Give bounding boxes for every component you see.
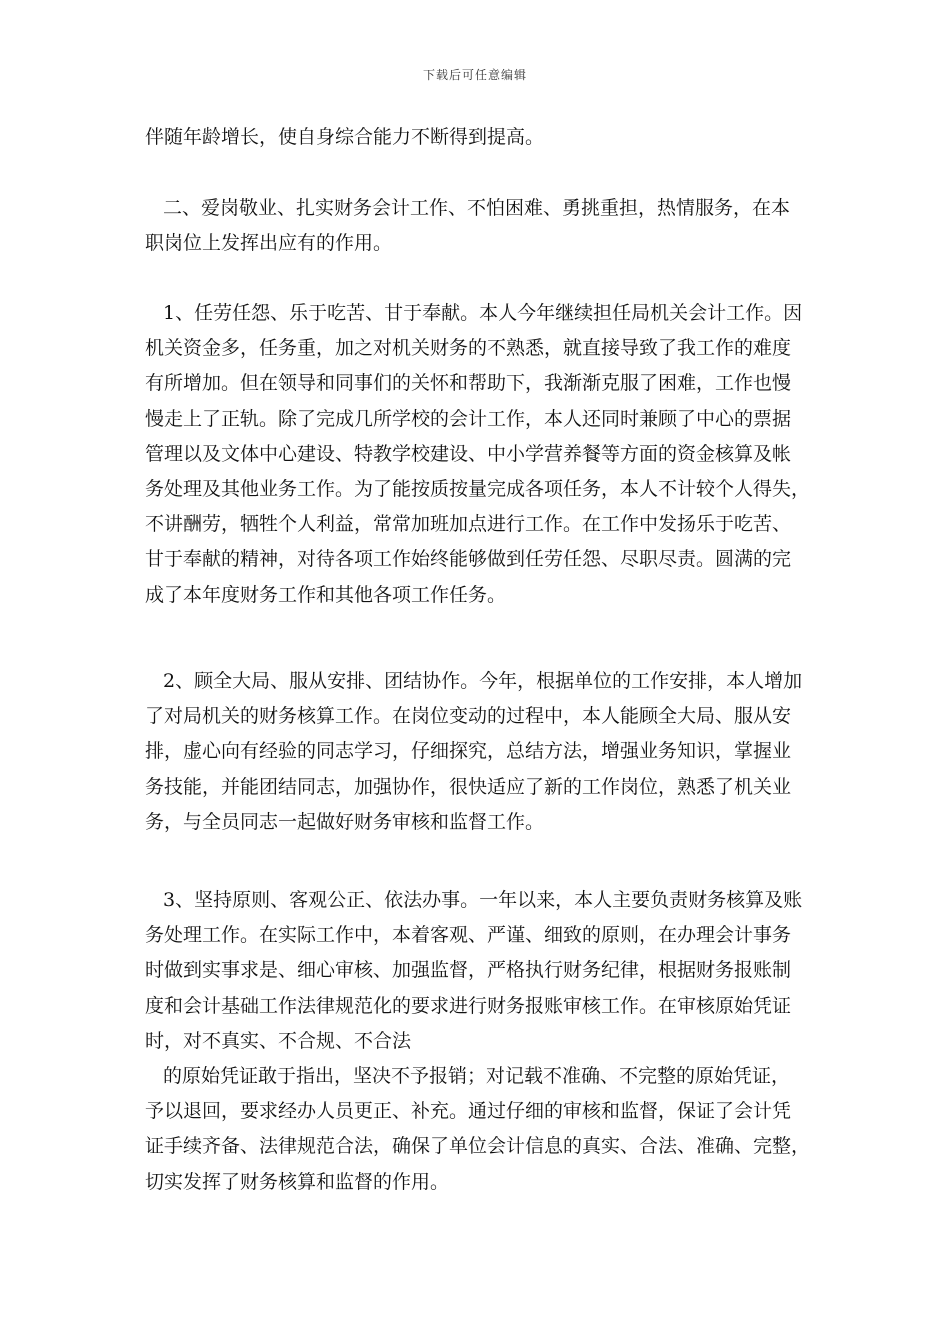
text-line: 不讲酬劳，牺牲个人利益，常常加班加点进行工作。在工作中发扬乐于吃苦、: [145, 513, 792, 536]
paragraph-item-1: [145, 296, 825, 613]
text-line: 2、顾全大局、服从安排、团结协作。今年，根据单位的工作安排，本人增加: [163, 670, 803, 692]
text-line: 务技能，并能团结同志，加强协作，很快适应了新的工作岗位，熟悉了机关业: [145, 775, 792, 798]
paragraph-continuation: [145, 120, 825, 155]
text-line: 时，对不真实、不合规、不合法: [145, 1029, 412, 1052]
text-line: 管理以及文体中心建设、特教学校建设、中小学营养餐等方面的资金核算及帐: [145, 442, 792, 465]
text-line: 成了本年度财务工作和其他各项工作任务。: [145, 583, 507, 606]
text-line: 证手续齐备、法律规范合法，确保了单位会计信息的真实、合法、准确、完整，: [145, 1135, 811, 1158]
text-line: 务处理及其他业务工作。为了能按质按量完成各项任务，本人不计较个人得失，: [145, 477, 811, 500]
text-line: 度和会计基础工作法律规范化的要求进行财务报账审核工作。在审核原始凭证: [145, 994, 792, 1017]
paragraph-section-two: [145, 191, 825, 261]
text-line: 1、任劳任怨、乐于吃苦、甘于奉献。本人今年继续担任局机关会计工作。因: [163, 302, 803, 324]
text-line: 机关资金多，任务重，加之对机关财务的不熟悉，就直接导致了我工作的难度: [145, 337, 792, 360]
text-line: 职岗位上发挥出应有的作用。: [145, 232, 393, 255]
page-header: 下载后可任意编辑: [422, 68, 527, 82]
text-line: 伴随年龄增长，使自身综合能力不断得到提高。: [145, 126, 545, 148]
text-line: 排，虚心向有经验的同志学习，仔细探究，总结方法，增强业务知识，掌握业: [145, 740, 792, 763]
text-line: 3、坚持原则、客观公正、依法办事。一年以来，本人主要负责财务核算及账: [163, 889, 803, 911]
text-line: 务，与全员同志一起做好财务审核和监督工作。: [145, 810, 545, 833]
text-line: 时做到实事求是、细心审核、加强监督，严格执行财务纪律，根据财务报账制: [145, 959, 792, 982]
text-line: 的原始凭证敢于指出，坚决不予报销；对记载不准确、不完整的原始凭证，: [163, 1064, 791, 1087]
text-line: 甘于奉献的精神，对待各项工作始终能够做到任劳任怨、尽职尽责。圆满的完: [145, 548, 792, 571]
text-line: 予以退回，要求经办人员更正、补充。通过仔细的审核和监督，保证了会计凭: [145, 1100, 792, 1123]
text-line: 慢走上了正轨。除了完成几所学校的会计工作，本人还同时兼顾了中心的票据: [145, 407, 792, 430]
paragraph-item-3: [145, 883, 825, 1200]
text-line: 二、爱岗敬业、扎实财务会计工作、不怕困难、勇挑重担，热情服务，在本: [163, 197, 791, 219]
text-line: 有所增加。但在领导和同事们的关怀和帮助下，我渐渐克服了困难，工作也慢: [145, 372, 792, 395]
text-line: 务处理工作。在实际工作中，本着客观、严谨、细致的原则，在办理会计事务: [145, 924, 792, 947]
text-line: 了对局机关的财务核算工作。在岗位变动的过程中，本人能顾全大局、服从安: [145, 705, 792, 728]
paragraph-item-2: [145, 664, 825, 840]
text-line: 切实发挥了财务核算和监督的作用。: [145, 1170, 450, 1193]
